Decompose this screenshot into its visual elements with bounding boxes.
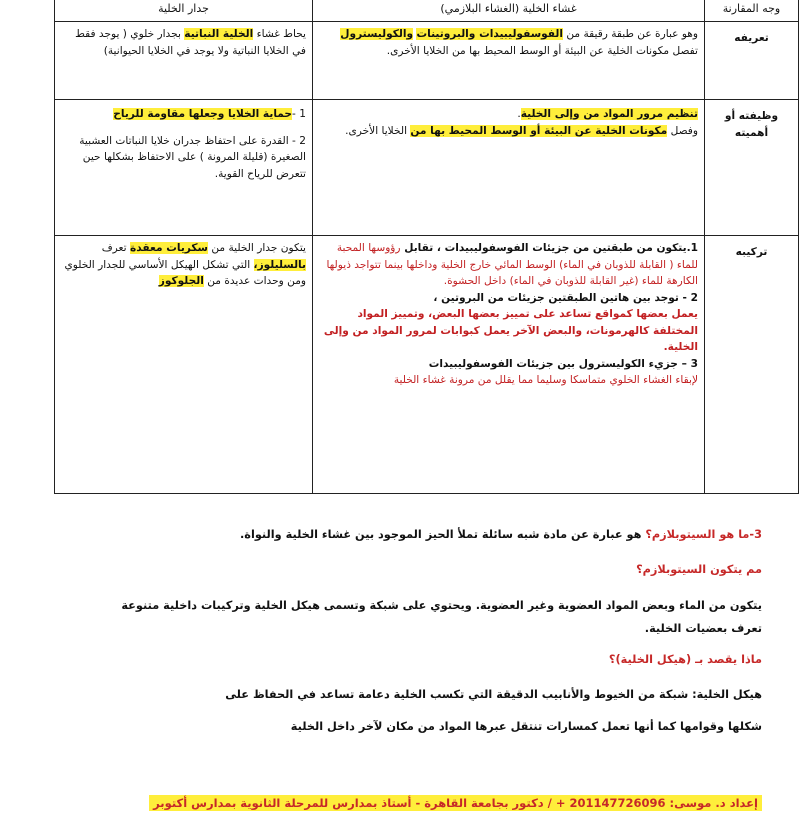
definition-wall-text-2: بجدار خلوي ( يوجد فقط في الخلايا النباتية ولا يوجد في الخلايا الحيوانية) bbox=[75, 28, 306, 57]
definition-wall-highlight-1: الخلية النباتية bbox=[184, 28, 254, 40]
structure-wall-cell bbox=[55, 236, 313, 494]
header-aspect: وجه المقارنة bbox=[705, 0, 799, 22]
question-text: مم يتكون السيتوبلازم؟ bbox=[636, 563, 762, 576]
definition-membrane-highlight-2: والكوليسترول bbox=[340, 28, 414, 40]
structure-wall-text-3: التي تشكل الهيكل الأساسي للجدار الخلوي ومن وحدات عديدة من bbox=[64, 258, 306, 287]
answer-text: شكلها وقوامها كما أنها تعمل كمسارات تنتقل عبرها المواد من مكان لآخر داخل الخلية bbox=[290, 720, 762, 733]
table-row-structure bbox=[55, 236, 799, 494]
header-membrane: غشاء الخلية (الغشاء البلازمي) bbox=[313, 0, 705, 22]
spacer bbox=[61, 123, 306, 133]
definition-wall-cell bbox=[55, 22, 313, 100]
function-membrane-highlight-1: تنظيم مرور المواد من وإلى الخلية bbox=[520, 108, 698, 120]
question-text: 3-ما هو السيتوبلازم؟ bbox=[645, 528, 762, 541]
definition-membrane-cell bbox=[313, 22, 705, 100]
structure-membrane-item-2: 2 - توجد بين هاتين الطبقتين جزيئات من البروتين ، bbox=[433, 291, 698, 304]
function-membrane-text-2: وفصل bbox=[667, 124, 698, 137]
question-cytoskeleton bbox=[609, 653, 762, 666]
function-wall-item-1-number: 1 - bbox=[292, 108, 306, 120]
answer-text: هيكل الخلية: شبكة من الخيوط والأنابيب الدقيقة التي تكسب الخلية دعامة تساعد في الحفاظ على bbox=[225, 688, 762, 701]
function-wall-item-2: 2 - القدرة على احتفاظ جدران خلايا النباتات العشبية الصغيرة (قليلة المرونة ) على الاحتفاظ بشكلها حين تتعرض للرياح القوية. bbox=[79, 134, 306, 180]
function-membrane-highlight-2: مكونات الخلية عن البيئة أو الوسط المحيط بها من bbox=[410, 124, 668, 137]
question-text: ماذا يقصد بـ (هيكل الخلية)؟ bbox=[608, 653, 762, 666]
structure-membrane-item-3-detail: لإبقاء الغشاء الخلوي متماسكا وسليما مما يقلل من مرونة غشاء الخلية bbox=[393, 374, 698, 386]
answer-text: هو عبارة عن مادة شبه سائلة تملأ الحيز الموجود بين غشاء الخلية والنواة. bbox=[240, 528, 646, 541]
answer-line bbox=[121, 599, 762, 612]
question-cytoplasm-composition bbox=[636, 563, 762, 576]
structure-wall-text-1: يتكون جدار الخلية من bbox=[207, 242, 306, 254]
structure-membrane-cell bbox=[313, 236, 705, 494]
structure-wall-text-2: تعرف bbox=[101, 242, 130, 254]
function-membrane-text-3: الخلايا الأخرى. bbox=[345, 124, 411, 137]
function-membrane-text-1: . bbox=[517, 108, 521, 120]
answer-line bbox=[291, 720, 762, 733]
definition-wall-text-1: يحاط غشاء bbox=[253, 28, 306, 40]
structure-membrane-item-1-detail: رؤوسها المحبة للماء ( القابلة للذوبان في الماء) الوسط المائي خارج الخلية وداخلها بينما تتواجد ذيولها الكارهة للماء (غير القابلة للذوبان في الماء) داخل الحشوة. bbox=[326, 242, 698, 287]
answer-text: تعرف بعضيات الخلية. bbox=[644, 622, 762, 635]
definition-membrane-text-1: وهو عبارة عن طبقة رقيقة من bbox=[563, 28, 698, 40]
table-header-row bbox=[55, 0, 799, 22]
structure-membrane-item-3: 3 – جزيء الكوليسترول بين جزيئات الفوسفوليبيدات bbox=[428, 357, 698, 370]
question-cytoplasm-definition bbox=[240, 528, 762, 541]
row-label-definition: تعريفه bbox=[705, 22, 799, 100]
header-wall: جدار الخلية bbox=[55, 0, 313, 22]
row-label-structure: تركيبه bbox=[705, 236, 799, 494]
function-wall-highlight-1: حماية الخلايا وجعلها مقاومة للرياح bbox=[113, 108, 293, 120]
row-label-function: وظيفته أو أهميته bbox=[705, 100, 799, 236]
structure-membrane-item-2-detail: يعمل بعضها كمواقع تساعد على تمييز بعضها البعض، وتمييز المواد المختلفة كالهرمونات، والبعض الآخر يعمل كبوابات لمرور المواد من وإلى الخلية. bbox=[323, 308, 698, 353]
structure-membrane-item-1: 1.يتكون من طبقتين من جزيئات الفوسفوليبيدات ، تقابل bbox=[400, 242, 698, 254]
definition-membrane-highlight-1: الفوسفوليبيدات والبروتينات bbox=[416, 28, 563, 40]
table-row-definition bbox=[55, 22, 799, 100]
structure-wall-highlight-3: الجلوكوز bbox=[158, 275, 204, 287]
definition-membrane-text-3: تفصل مكونات الخلية عن البيئة أو الوسط المحيط بها من الخلايا الأخرى. bbox=[386, 44, 698, 57]
answer-line bbox=[645, 622, 762, 635]
answer-line bbox=[225, 688, 762, 701]
table-row-function bbox=[55, 100, 799, 236]
comparison-table bbox=[54, 0, 799, 494]
structure-wall-highlight-1: سكريات معقدة bbox=[129, 242, 208, 254]
function-membrane-cell bbox=[313, 100, 705, 236]
function-wall-cell bbox=[55, 100, 313, 236]
author-footer: إعداد د. موسى: 201147726096 + / دكتور بجامعة القاهرة - أستاذ بمدارس للمرحلة الثانوية بمدارس أكتوبر bbox=[149, 795, 762, 811]
answer-text: يتكون من الماء وبعض المواد العضوية وغير العضوية. ويحتوي على شبكة وتسمى هيكل الخلية وتركيبات داخلية متنوعة bbox=[121, 599, 762, 612]
structure-wall-highlight-2: بالسليلوز، bbox=[253, 258, 306, 271]
